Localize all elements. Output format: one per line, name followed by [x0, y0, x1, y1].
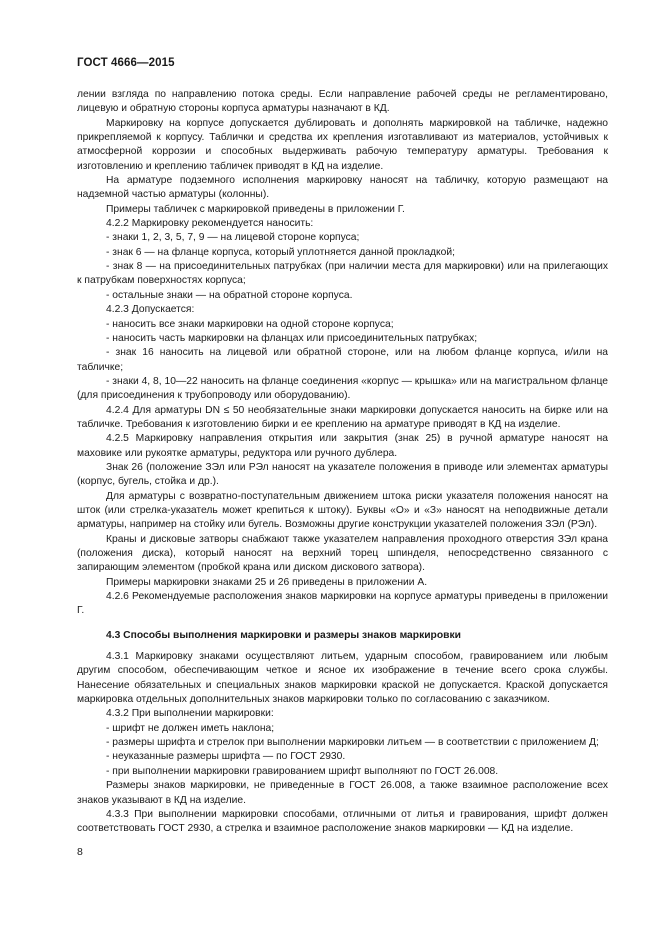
list-item: - наносить часть маркировки на фланцах или присоединительных патрубках;: [106, 332, 478, 344]
paragraph: Краны и дисковые затворы снабжают также указателем направления проходного отверстия ЗЭл крана (положения диска), который наносят на верхний торец шпинделя, непосредственно связанного с запирающим элементом (пробкой крана или диском дискового затвора).: [77, 533, 608, 574]
list-item: - знаки 1, 2, 3, 5, 7, 9 — на лицевой стороне корпуса;: [106, 232, 360, 244]
list-item: - размеры шрифта и стрелок при выполнении маркировки литьем — в соответствии с приложением Д;: [106, 737, 599, 749]
paragraph: Примеры маркировки знаками 25 и 26 приведены в приложении А.: [106, 576, 428, 588]
clause-4-2-3: 4.2.3 Допускается:: [106, 304, 195, 316]
list-item: - знак 8 — на присоединительных патрубках (при наличии места для маркировки) или на прилегающих к патрубкам поверхностях корпуса;: [77, 261, 608, 287]
list-item: - знак 6 — на фланце корпуса, который уплотняется данной прокладкой;: [106, 246, 456, 258]
clause-4-2-6: 4.2.6 Рекомендуемые расположения знаков маркировки на корпусе арматуры приведены в приложении Г.: [77, 591, 608, 617]
list-item: - остальные знаки — на обратной стороне корпуса.: [106, 289, 353, 301]
list-item: - шрифт не должен иметь наклона;: [106, 722, 275, 734]
clause-4-2-2: 4.2.2 Маркировку рекомендуется наносить:: [106, 218, 314, 230]
clause-4-2-4: 4.2.4 Для арматуры DN ≤ 50 необязательные знаки маркировки допускается наносить на бирке или на табличке. Требования к изготовлению бирки и ее креплению на арматуре приводят в КД на изделие.: [77, 404, 608, 430]
clause-4-3-3: 4.3.3 При выполнении маркировки способами, отличными от литья и гравирования, шрифт должен соответствовать ГОСТ 2930, а стрелка и взаимное расположение знаков маркировки — КД на изделие.: [77, 808, 608, 835]
list-item: - наносить все знаки маркировки на одной стороне корпуса;: [106, 318, 394, 330]
clause-4-2-5: 4.2.5 Маркировку направления открытия или закрытия (знак 25) в ручной арматуре наносят на маховике или рукоятке арматуры, редуктора или ручного дублера.: [77, 433, 608, 459]
paragraph: Размеры знаков маркировки, не приведенные в ГОСТ 26.008, а также взаимное расположение всех знаков указывают в КД на изделие.: [77, 780, 608, 806]
paragraph: лении взгляда по направлению потока среды. Если направление рабочей среды не регламентировано, лицевую и обратную стороны корпуса арматуры назначают в КД.: [77, 89, 608, 115]
paragraph: Для арматуры с возвратно-поступательным движением штока риски указателя положения наносят на шток (или стрелка-указатель может крепиться к штоку). Буквы «О» и «З» наносят на неподвижные детали арматуры, например на стойку или бугель. Возможны другие конструкции указателей положения ЗЭл (РЭл).: [77, 490, 608, 531]
clause-4-3-1: 4.3.1 Маркировку знаками осуществляют литьем, ударным способом, гравированием или любым другим способом, обеспечивающим четкое и ясное их изображение в течение всего срока службы. Нанесение обязательных и специальных знаков маркировки краской не допускается. Краской допускается маркировка отдельных дополнительных знаков маркировки только по согласованию с заказчиком.: [77, 651, 608, 706]
paragraph: Примеры табличек с маркировкой приведены в приложении Г.: [106, 203, 405, 215]
list-item: - при выполнении маркировки гравированием шрифт выполняют по ГОСТ 26.008.: [106, 765, 499, 777]
paragraph: Маркировку на корпусе допускается дублировать и дополнять маркировкой на табличке, надежно прикрепляемой к корпусу. Таблички и средства их крепления изготавливают из материалов, устойчивых к атмосферной коррозии и способных выдерживать рабочую температуру арматуры. Требования к изготовлению и креплению табличек приводят в КД на изделие.: [77, 117, 608, 172]
list-item: - знак 16 наносить на лицевой или обратной стороне, или на любом фланце корпуса, и/или на табличке;: [77, 347, 608, 373]
clause-4-3-2: 4.3.2 При выполнении маркировки:: [106, 708, 274, 720]
section-title: 4.3 Способы выполнения маркировки и размеры знаков маркировки: [106, 629, 461, 641]
list-item: - знаки 4, 8, 10—22 наносить на фланце соединения «корпус — крышка» или на магистральном фланце (для присоединения к трубопроводу или оборудованию).: [77, 375, 608, 402]
paragraph: Знак 26 (положение ЗЭл или РЭл наносят на указателе положения в приводе или элементах арматуры (корпус, бугель, стойка и др.).: [77, 461, 608, 488]
page-number: 8: [77, 846, 83, 858]
paragraph: На арматуре подземного исполнения маркировку наносят на табличку, которую размещают на надземной частью арматуры (колонны).: [77, 175, 608, 201]
document-body: [77, 88, 608, 837]
document-header: ГОСТ 4666—2015: [77, 57, 175, 69]
list-item: - неуказанные размеры шрифта — по ГОСТ 2930.: [106, 751, 346, 763]
